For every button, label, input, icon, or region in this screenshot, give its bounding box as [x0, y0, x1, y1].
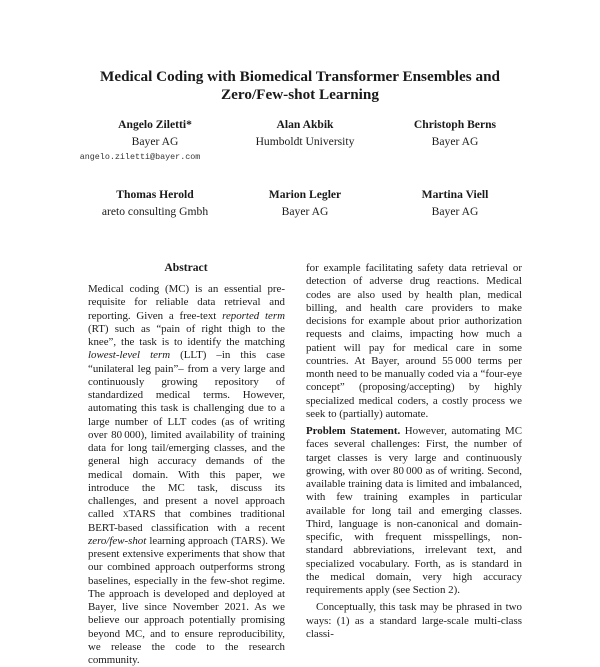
author-name: Angelo Ziletti* — [118, 118, 192, 131]
author-affiliation: Bayer AG — [431, 135, 479, 148]
abstract-heading: Abstract — [164, 261, 208, 274]
abstract-paragraph — [88, 283, 285, 667]
author-block — [230, 187, 380, 220]
author-affiliation: Bayer AG — [131, 135, 179, 148]
method-name: xTARS — [122, 508, 156, 521]
author-block — [80, 187, 230, 220]
body-paragraph: Conceptually, this task may be phrased in two ways: (1) as a standard large-scale multi-class classi- — [306, 601, 522, 640]
paragraph-heading: Problem Statement. — [306, 425, 401, 437]
author-block — [380, 117, 530, 164]
author-affiliation: areto consulting Gmbh — [101, 205, 209, 218]
author-block — [380, 187, 530, 220]
author-name: Thomas Herold — [116, 188, 194, 201]
paper-title — [0, 68, 600, 104]
body-text: However, automating MC faces several challenges: First, the number of target classes is very large and continuously growing, with over 80 000 as of writing. Second, available training data is limited and imbalanced, with few training examples in particular available for long tail and emerging classes. Third, language is non-canonical and domain-specific, with frequent misspellings, non-standard abbreviations, irrelevant text, and specialized vocabulary. Forth, as is standard in the medical domain, very high accuracy requirements apply (see Section 2). — [306, 425, 522, 596]
author-name: Marion Legler — [268, 188, 342, 201]
abstract-text: (LLT) –in this case “unilateral leg pain”– from a very large and continuously growing repository of standardized medical terms. However, automating this task is challenging due to a large number of LLT codes (as of writing over 80 000), limited availability of training data for long tail/emerging classes, and the general high accuracy demands of the medical domain. With this paper, we introduce the MC task, discuss its challenges, and present a novel approach called — [88, 349, 285, 521]
author-row-1 — [80, 117, 530, 164]
abstract-term-emphasis: zero/few-shot — [88, 534, 147, 547]
author-row-2 — [80, 187, 530, 220]
author-email: angelo.ziletti@bayer.com — [79, 152, 201, 162]
author-name: Alan Akbik — [276, 118, 334, 131]
title-line-1: Medical Coding with Biomedical Transformer Ensembles and — [100, 68, 500, 85]
abstract-text: Medical coding (MC) is an essential pre-requisite for reliable data retrieval and reporting. Given a free-text — [88, 283, 285, 322]
author-affiliation: Bayer AG — [281, 205, 329, 218]
author-affiliation: Humboldt University — [255, 135, 355, 148]
abstract-term-emphasis: lowest-level term — [88, 349, 171, 362]
abstract-term-emphasis: reported term — [222, 309, 285, 322]
abstract-text: that combines traditional BERT-based classification with a recent — [88, 508, 285, 534]
abstract-text: (RT) such as “pain of right thigh to the knee”, the task is to identify the matching — [88, 322, 285, 348]
author-block — [230, 117, 380, 164]
abstract-column — [88, 283, 285, 667]
author-name: Christoph Berns — [413, 118, 497, 131]
author-name: Martina Viell — [421, 188, 489, 201]
author-block — [80, 117, 230, 164]
author-affiliation: Bayer AG — [431, 205, 479, 218]
problem-statement-paragraph — [306, 425, 522, 597]
body-column — [306, 262, 522, 641]
title-line-2: Zero/Few-shot Learning — [221, 86, 379, 103]
abstract-text: learning approach (TARS). We present extensive experiments that show that our combined approach outperforms strong baselines, especially in the few-shot regime. The approach is developed and deployed at Bayer, live since November 2021. As we believe our approach potentially promising beyond MC, and to ensure reproducibility, we release the code to the research community. — [88, 534, 285, 666]
body-paragraph: for example facilitating safety data retrieval or detection of adverse drug reactions. Medical codes are also used by health plan, medical billing, and health care providers to make decisions for example about prior authorization requests and claims, impacting how much a patient will pay for medical care in some countries. At Bayer, around 55 000 terms per month need to be manually coded via a “four-eye concept” (proposing/accepting) by highly specialized medical coders, a costly process we seek to (partially) automate. — [306, 262, 522, 420]
